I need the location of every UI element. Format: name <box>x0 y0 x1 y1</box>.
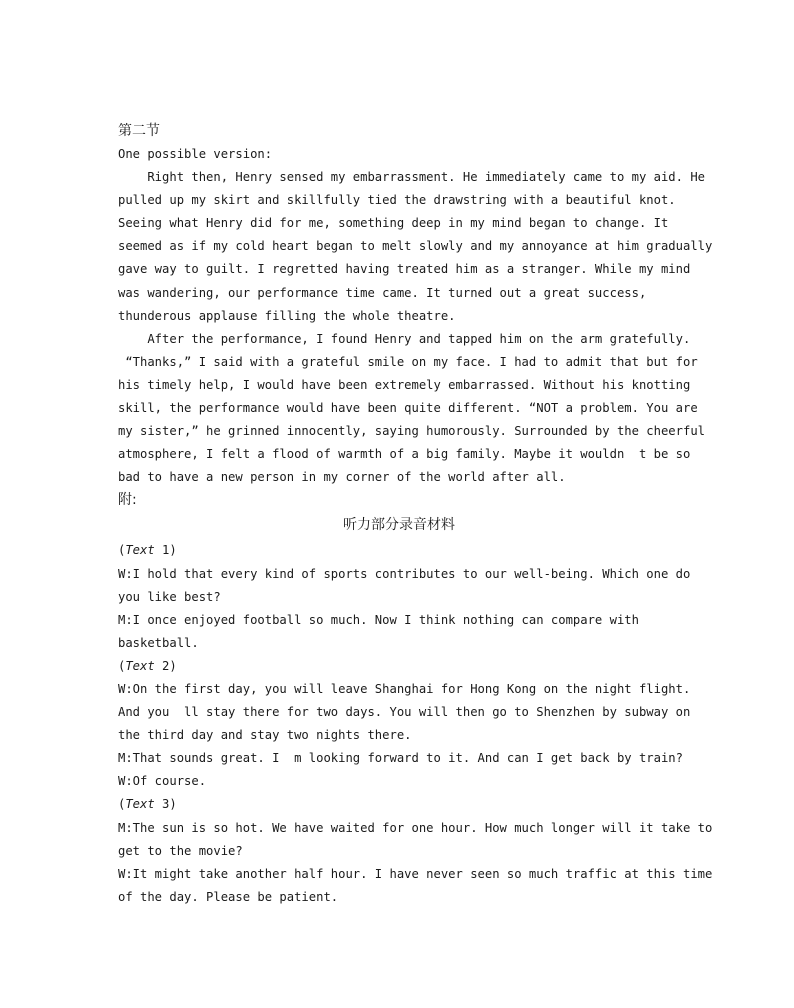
section-heading: 第二节 <box>118 123 160 139</box>
text-label-num: 2) <box>154 658 177 673</box>
essay-line: atmosphere, I felt a flood of warmth of a big family. Maybe it wouldn t be so <box>118 447 691 462</box>
dialogue-line: of the day. Please be patient. <box>118 889 339 904</box>
essay-line: pulled up my skirt and skillfully tied the drawstring with a beautiful knot. <box>118 193 676 208</box>
essay-line: was wandering, our performance time came. It turned out a great success, <box>118 285 647 300</box>
essay-line: his timely help, I would have been extremely embarrassed. Without his knotting <box>118 377 691 392</box>
transcript-text-1 <box>118 539 691 654</box>
text-label <box>118 539 680 562</box>
dialogue-line: M:That sounds great. I m looking forward to it. And can I get back by train? <box>118 751 683 766</box>
appendix-label: 附: <box>118 492 137 509</box>
essay-intro: One possible version: <box>118 147 273 161</box>
transcript-text-3 <box>118 793 713 908</box>
essay-line: skill, the performance would have been quite different. “NOT a problem. You are <box>118 401 698 416</box>
essay-line: my sister,” he grinned innocently, saying humorously. Surrounded by the cheerful <box>118 424 705 439</box>
dialogue-line: you like best? <box>118 589 221 604</box>
essay-line: “Thanks,” I said with a grateful smile on my face. I had to admit that but for <box>118 354 698 369</box>
dialogue-line: And you ll stay there for two days. You will then go to Shenzhen by subway on <box>118 705 691 720</box>
text-label-word: Text <box>125 658 155 673</box>
text-label-open: ( <box>118 543 126 558</box>
essay-line: Seeing what Henry did for me, something deep in my mind began to change. It <box>118 216 669 231</box>
essay-line: seemed as if my cold heart began to melt slowly and my annoyance at him gradually <box>118 239 713 254</box>
essay-line: After the performance, I found Henry and tapped him on the arm gratefully. <box>118 331 691 346</box>
text-label <box>118 793 680 816</box>
document-page <box>118 120 713 909</box>
text-label-open: ( <box>118 797 126 812</box>
dialogue-line: M:I once enjoyed football so much. Now I think nothing can compare with <box>118 612 639 627</box>
text-label <box>118 655 680 678</box>
essay-paragraph-1 <box>118 166 713 328</box>
dialogue-line: the third day and stay two nights there. <box>118 728 412 743</box>
dialogue-line: W:On the first day, you will leave Shanghai for Hong Kong on the night flight. <box>118 681 691 696</box>
dialogue-line: W:It might take another half hour. I have never seen so much traffic at this time <box>118 866 713 881</box>
essay-line: bad to have a new person in my corner of the world after all. <box>118 470 566 485</box>
dialogue-line: get to the movie? <box>118 843 243 858</box>
text-label-word: Text <box>125 543 155 558</box>
essay-line: thunderous applause filling the whole theatre. <box>118 308 456 323</box>
essay-line: gave way to guilt. I regretted having treated him as a stranger. While my mind <box>118 262 691 277</box>
dialogue-line: W:Of course. <box>118 774 207 789</box>
text-label-word: Text <box>125 797 155 812</box>
essay-line: Right then, Henry sensed my embarrassment. He immediately came to my aid. He <box>118 170 705 185</box>
text-label-num: 1) <box>154 543 177 558</box>
transcript-title: 听力部分录音材料 <box>343 517 455 534</box>
text-label-open: ( <box>118 658 126 673</box>
dialogue-line: W:I hold that every kind of sports contributes to our well-being. Which one do <box>118 566 691 581</box>
dialogue-line: basketball. <box>118 635 199 650</box>
text-label-num: 3) <box>154 797 177 812</box>
essay-paragraph-2 <box>118 328 705 490</box>
transcript-text-2 <box>118 655 691 794</box>
dialogue-line: M:The sun is so hot. We have waited for one hour. How much longer will it take to <box>118 820 713 835</box>
